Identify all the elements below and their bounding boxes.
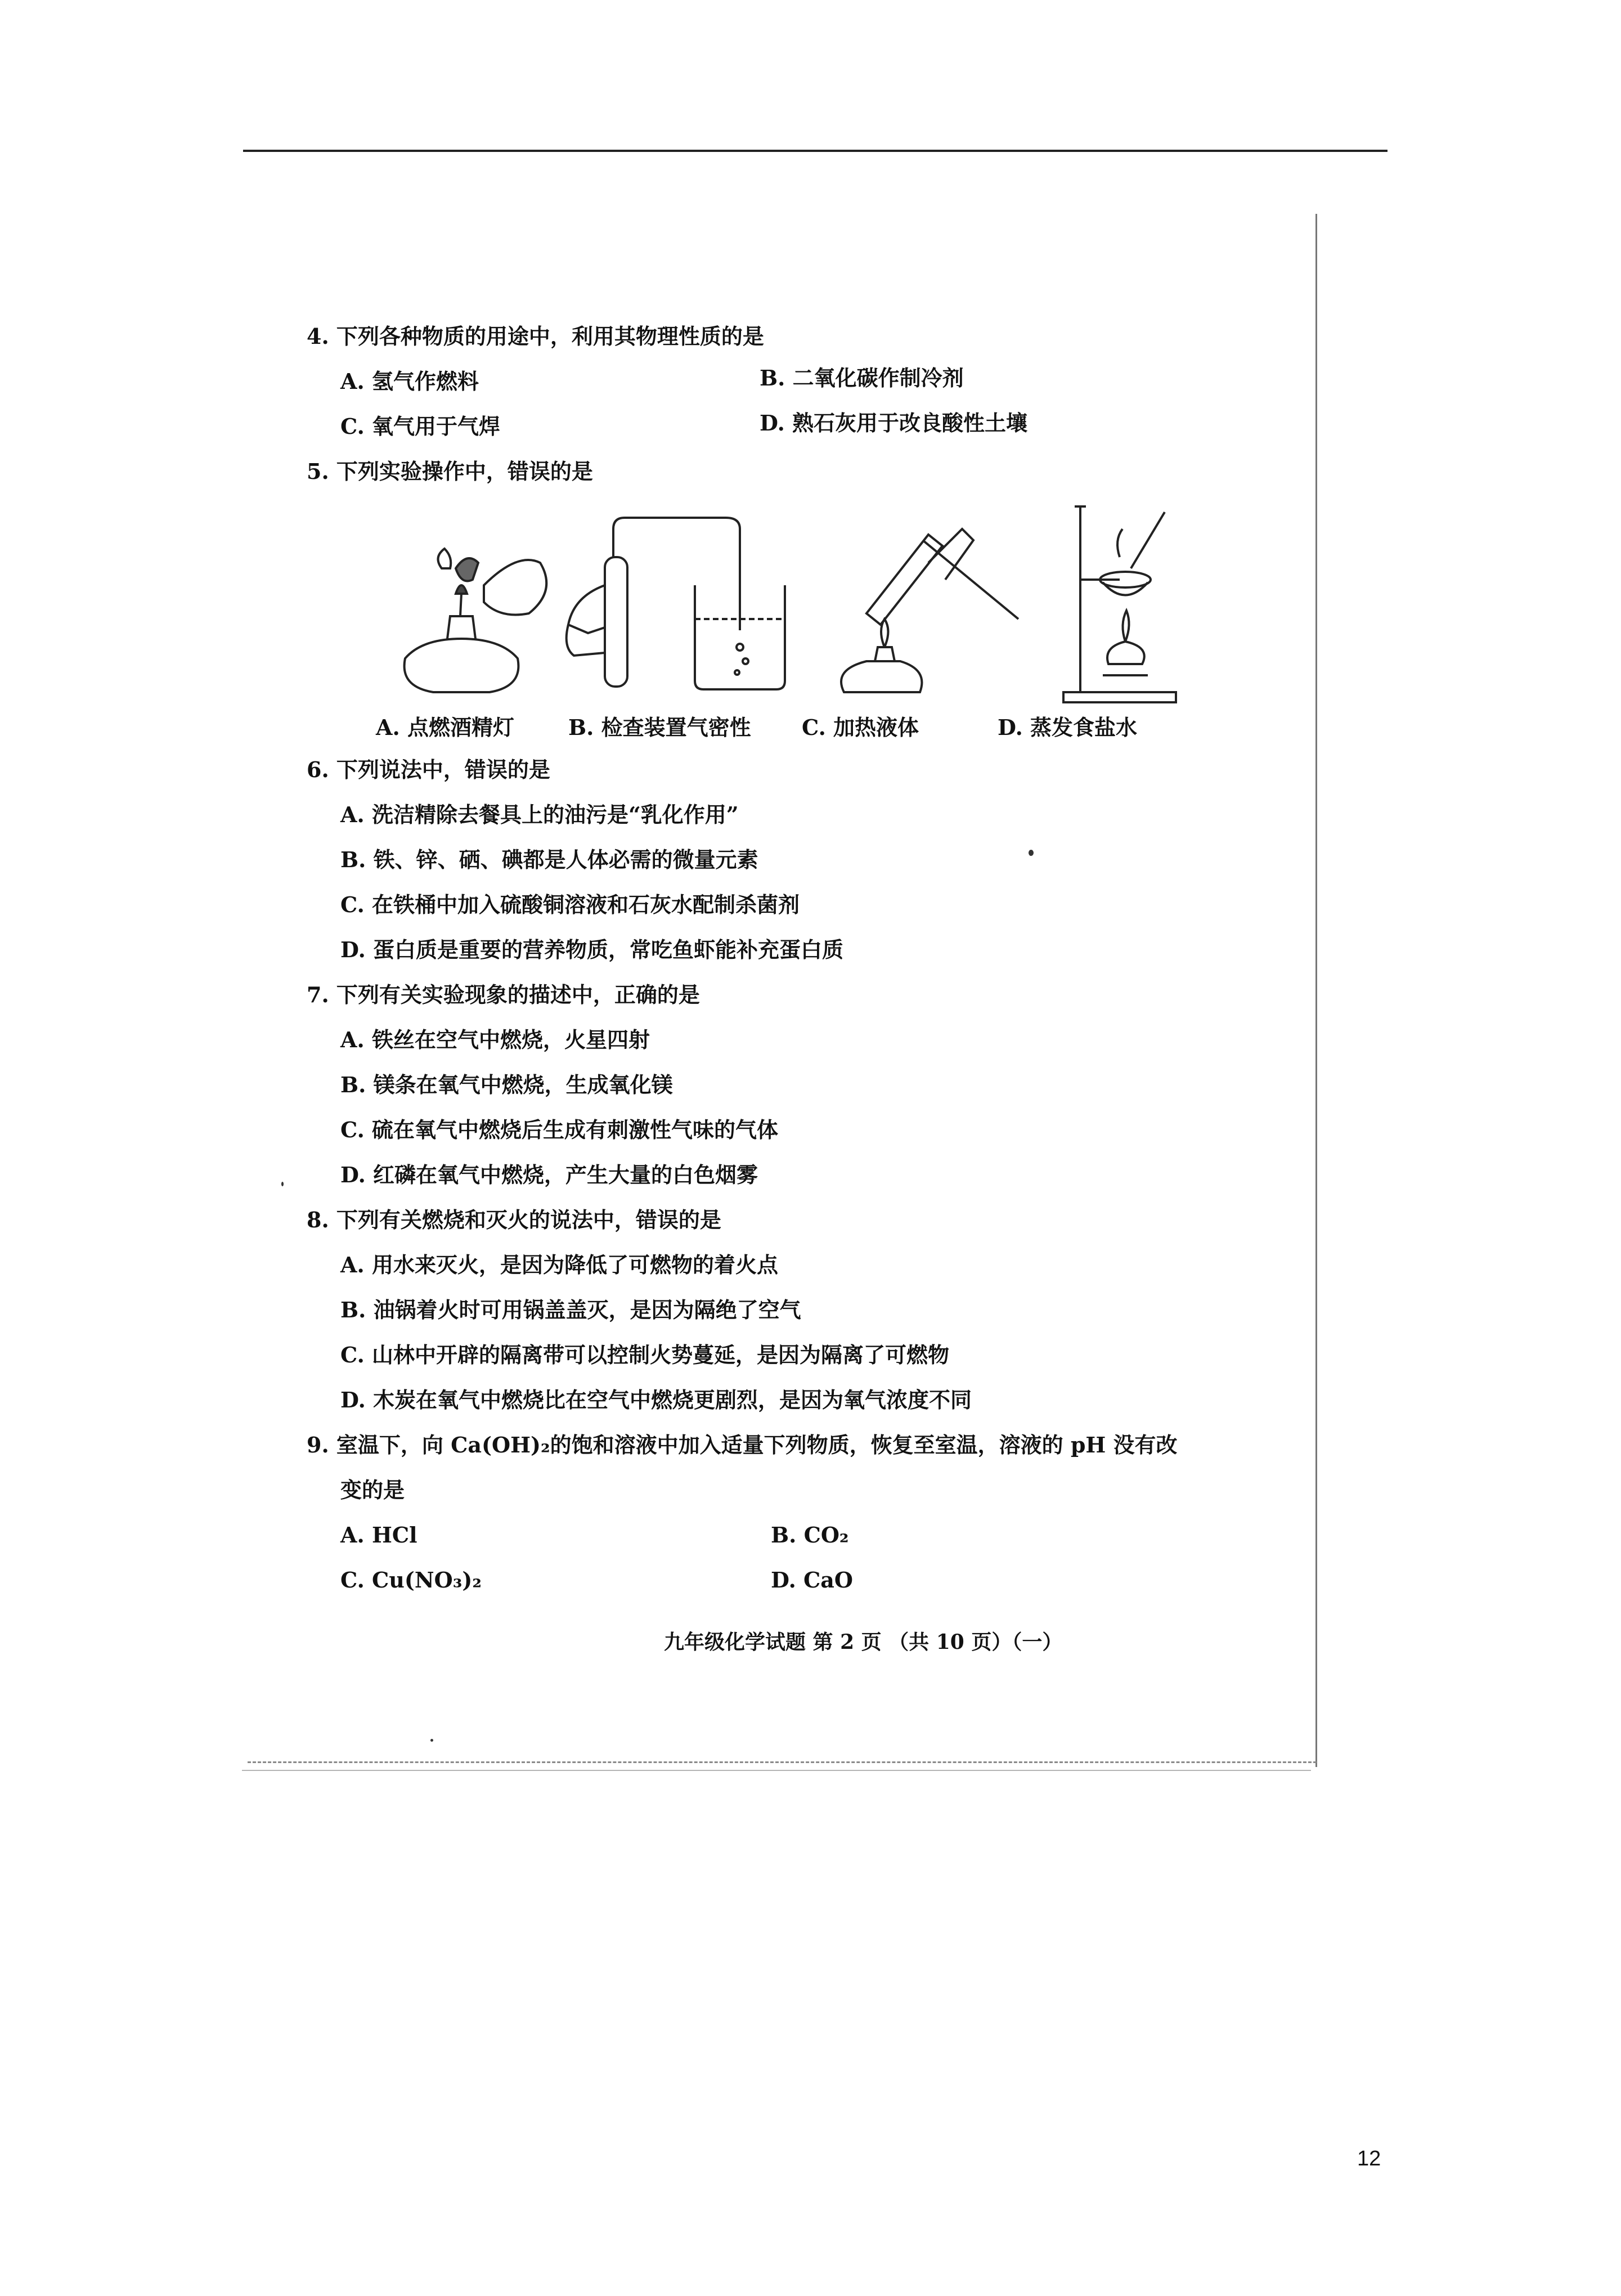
q7-stem: 7. 下列有关实验现象的描述中，正确的是: [307, 982, 700, 1007]
q6-option-b: B. 铁、锌、硒、碘都是人体必需的微量元素: [340, 847, 758, 872]
q8-stem: 8. 下列有关燃烧和灭火的说法中，错误的是: [307, 1207, 721, 1232]
q9-stem-line2: 变的是: [340, 1477, 405, 1503]
scan-border-bottom-2: [242, 1770, 1311, 1771]
q6-option-c: C. 在铁桶中加入硫酸铜溶液和石灰水配制杀菌剂: [340, 892, 800, 917]
q7-option-c: C. 硫在氧气中燃烧后生成有刺激性气味的气体: [340, 1117, 779, 1142]
q4-option-a: A. 氢气作燃料: [340, 369, 479, 394]
q5-label-b: B. 检查装置气密性: [568, 715, 751, 740]
q9-option-b: B. CO₂: [771, 1522, 849, 1548]
evaporating-salt-water-illustration: [1063, 506, 1176, 702]
q5-label-c: C. 加热液体: [802, 715, 919, 740]
q5-label-d: D. 蒸发食盐水: [998, 715, 1138, 740]
q8-option-d: D. 木炭在氧气中燃烧比在空气中燃烧更剧烈，是因为氧气浓度不同: [340, 1387, 972, 1412]
q8-option-a: A. 用水来灭火，是因为降低了可燃物的着火点: [340, 1252, 778, 1277]
q4-option-d: D. 熟石灰用于改良酸性土壤: [760, 410, 1028, 436]
q9-option-a: A. HCl: [340, 1522, 417, 1548]
q8-option-b: B. 油锅着火时可用锅盖盖灭，是因为隔绝了空气: [340, 1297, 801, 1322]
scan-speck: [281, 1182, 284, 1186]
top-rule: [243, 150, 1387, 152]
q8-option-c: C. 山林中开辟的隔离带可以控制火势蔓延，是因为隔离了可燃物: [340, 1342, 950, 1367]
q6-option-d: D. 蛋白质是重要的营养物质，常吃鱼虾能补充蛋白质: [340, 937, 844, 962]
scan-border-right: [1315, 214, 1317, 1767]
q4-option-b: B. 二氧化碳作制冷剂: [760, 365, 964, 391]
q6-stem: 6. 下列说法中，错误的是: [307, 757, 550, 782]
page-number: 12: [1357, 2147, 1381, 2171]
q9-option-c: C. Cu(NO₃)₂: [340, 1567, 482, 1593]
airtightness-check-illustration: [567, 518, 785, 689]
q5-stem: 5. 下列实验操作中，错误的是: [307, 459, 593, 484]
q7-option-b: B. 镁条在氧气中燃烧，生成氧化镁: [340, 1072, 673, 1097]
q5-label-a: A. 点燃酒精灯: [376, 715, 514, 740]
heating-liquid-illustration: [841, 529, 1018, 692]
q4-stem: 4. 下列各种物质的用途中，利用其物理性质的是: [307, 324, 764, 349]
alcohol-lamp-lighting-illustration: [405, 549, 547, 692]
scan-speck: [1029, 850, 1034, 856]
scan-speck: [430, 1739, 433, 1742]
exam-footer: 九年级化学试题 第 2 页 （共 10 页）（一）: [664, 1630, 1063, 1654]
scan-border-bottom: [248, 1761, 1317, 1763]
q4-option-c: C. 氧气用于气焊: [340, 414, 501, 439]
q9-option-d: D. CaO: [771, 1567, 854, 1593]
q6-option-a: A. 洗洁精除去餐具上的油污是“乳化作用”: [340, 802, 739, 827]
q7-option-a: A. 铁丝在空气中燃烧，火星四射: [340, 1027, 650, 1052]
q7-option-d: D. 红磷在氧气中燃烧，产生大量的白色烟雾: [340, 1162, 758, 1187]
lab-apparatus-figure: [388, 495, 1187, 732]
q9-stem-line1: 9. 室温下，向 Ca(OH)₂的饱和溶液中加入适量下列物质，恢复至室温，溶液的 pH 没有改: [307, 1432, 1178, 1458]
